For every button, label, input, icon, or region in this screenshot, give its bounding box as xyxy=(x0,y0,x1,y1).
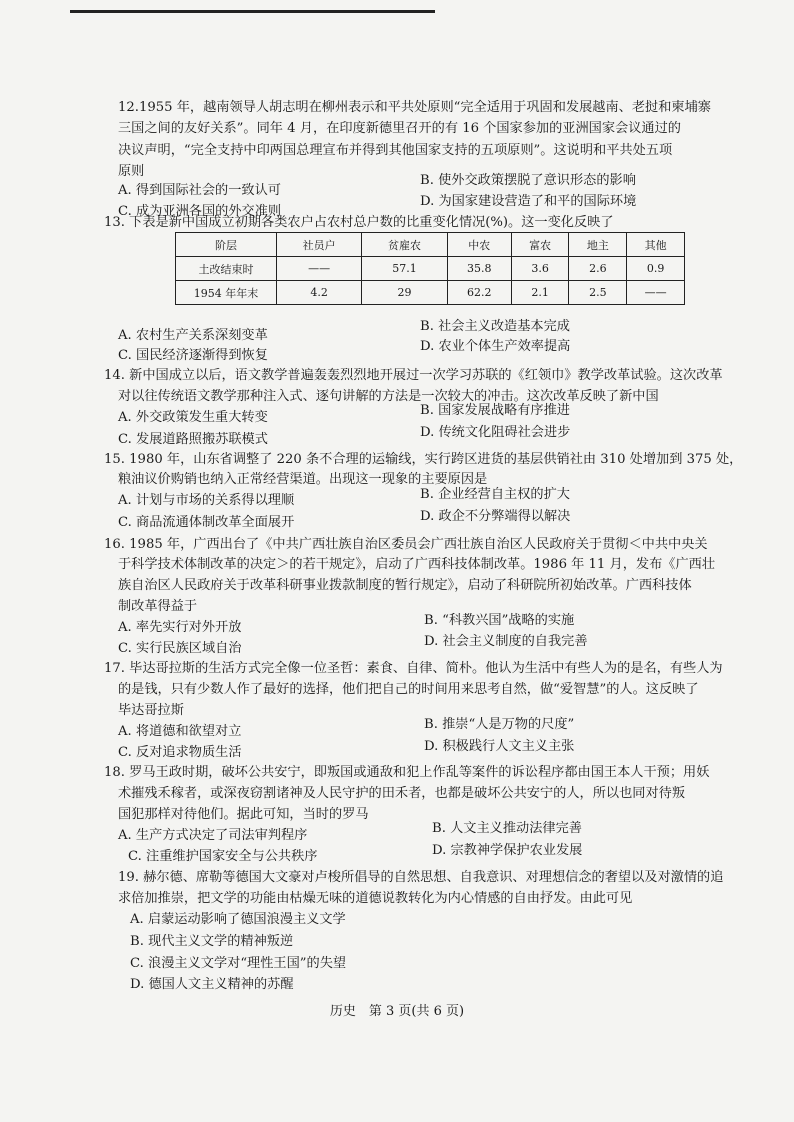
q13-option-c: C. 国民经济逐渐得到恢复 xyxy=(118,348,268,363)
table-cell: 0.9 xyxy=(627,257,685,281)
q16-option-a: A. 率先实行对外开放 xyxy=(118,620,242,635)
q18-line-1: 18. 罗马王政时期，破坏公共安宁，即叛国或通敌和犯上作乱等案件的诉讼程序都由国王本人干预；用妖 xyxy=(104,765,710,780)
table-cell: —— xyxy=(627,281,685,305)
table-row xyxy=(176,281,685,305)
table-cell: 3.6 xyxy=(511,257,569,281)
page-footer: 历史 第 3 页(共 6 页) xyxy=(329,1004,465,1019)
q16-option-b: B. “科教兴国”战略的实施 xyxy=(424,613,575,628)
q19-line-1: 19. 赫尔德、席勒等德国大文豪对卢梭所倡导的自然思想、自我意识、对理想信念的奢望以及对激情的追 xyxy=(118,870,724,885)
q15-line-1: 15. 1980 年，山东省调整了 220 条不合理的运输线，实行跨区进货的基层供销社由 310 处增加到 375 处， xyxy=(104,452,743,467)
q14-option-b: B. 国家发展战略有序推进 xyxy=(420,403,570,418)
table-header-cell: 阶层 xyxy=(176,233,277,257)
q19-line-2: 求倍加推崇，把文学的功能由枯燥无味的道德说教转化为内心情感的自由抒发。由此可见 xyxy=(118,891,633,906)
q15-option-d: D. 政企不分弊端得以解决 xyxy=(420,509,571,524)
table-header-cell: 地主 xyxy=(569,233,627,257)
q17-line-1: 17. 毕达哥拉斯的生活方式完全像一位圣哲：素食、自律、简朴。他认为生活中有些人为的是名，有些人为 xyxy=(104,661,723,676)
q16-line-2: 于科学技术体制改革的决定＞的若干规定》，启动了广西科技体制改革。1986 年 11 月，发布《广西壮 xyxy=(118,557,716,572)
q14-option-c: C. 发展道路照搬苏联模式 xyxy=(118,432,268,447)
table-row xyxy=(176,257,685,281)
q15-option-b: B. 企业经营自主权的扩大 xyxy=(420,487,570,502)
table-cell: 2.5 xyxy=(569,281,627,305)
q16-line-1: 16. 1985 年，广西出台了《中共广西壮族自治区委员会广西壮族自治区人民政府关于贯彻＜中共中央关 xyxy=(104,537,708,552)
q13-stem: 13. 下表是新中国成立初期各类农户占农村总户数的比重变化情况(%)。这一变化反映了 xyxy=(104,215,614,230)
q12-option-b: B. 使外交政策摆脱了意识形态的影响 xyxy=(420,173,636,188)
q12-option-d: D. 为国家建设营造了和平的国际环境 xyxy=(420,194,637,209)
q16-line-4: 制改革得益于 xyxy=(118,599,198,614)
q18-option-a: A. 生产方式决定了司法审判程序 xyxy=(118,828,308,843)
q19-option-a: A. 启蒙运动影响了德国浪漫主义文学 xyxy=(130,912,346,927)
table-cell: 57.1 xyxy=(362,257,447,281)
q12-line-3: 决议声明，“完全支持中印两国总理宣布并得到其他国家支持的五项原则”。这说明和平共处五项 xyxy=(118,143,673,158)
q13-option-b: B. 社会主义改造基本完成 xyxy=(420,319,570,334)
q12-option-a: A. 得到国际社会的一致认可 xyxy=(118,183,281,198)
q14-option-d: D. 传统文化阻碍社会进步 xyxy=(420,425,571,440)
q18-option-d: D. 宗教神学保护农业发展 xyxy=(432,843,583,858)
q17-line-2: 的是钱，只有少数人作了最好的选择，他们把自己的时间用来思考自然，做“爱智慧”的人。这反映了 xyxy=(118,682,699,697)
q12-line-1: 12.1955 年，越南领导人胡志明在柳州表示和平共处原则“完全适用于巩固和发展越南、老挝和柬埔寨 xyxy=(118,100,711,115)
q14-line-1: 14. 新中国成立以后，语文教学普遍轰轰烈烈地开展过一次学习苏联的《红领巾》教学改革试验。这次改革 xyxy=(104,368,723,383)
q16-option-d: D. 社会主义制度的自我完善 xyxy=(424,634,588,649)
table-cell: 土改结束时 xyxy=(176,257,277,281)
table-cell: 29 xyxy=(362,281,447,305)
q17-option-d: D. 积极践行人文主义主张 xyxy=(424,739,575,754)
table-header-cell: 其他 xyxy=(627,233,685,257)
q18-option-b: B. 人文主义推动法律完善 xyxy=(432,821,582,836)
table-cell: —— xyxy=(277,257,362,281)
table-header-cell: 贫雇农 xyxy=(362,233,447,257)
table-cell: 2.6 xyxy=(569,257,627,281)
q13-data-table xyxy=(175,232,685,305)
table-header-cell: 中农 xyxy=(447,233,511,257)
q18-line-3: 国犯那样对待他们。据此可知，当时的罗马 xyxy=(118,807,369,822)
table-header-row xyxy=(176,233,685,257)
table-cell: 2.1 xyxy=(511,281,569,305)
q19-option-c: C. 浪漫主义文学对“理性王国”的失望 xyxy=(130,956,347,971)
table-cell: 35.8 xyxy=(447,257,511,281)
q15-line-2: 粮油议价购销也纳入正常经营渠道。出现这一现象的主要原因是 xyxy=(118,472,488,487)
q15-option-a: A. 计划与市场的关系得以理顺 xyxy=(118,493,295,508)
q18-line-2: 术摧残禾稼者，或深夜窃割诸神及人民守护的田禾者，也都是破坏公共安宁的人，所以也同对待叛 xyxy=(118,786,686,801)
table-header-cell: 社员户 xyxy=(277,233,362,257)
q13-option-d: D. 农业个体生产效率提高 xyxy=(420,339,571,354)
q17-option-a: A. 将道德和欲望对立 xyxy=(118,724,242,739)
q19-option-d: D. 德国人文主义精神的苏醒 xyxy=(130,977,294,992)
q15-option-c: C. 商品流通体制改革全面展开 xyxy=(118,515,295,530)
top-rule xyxy=(70,10,435,13)
q18-option-c: C. 注重维护国家安全与公共秩序 xyxy=(128,849,318,864)
q17-line-3: 毕达哥拉斯 xyxy=(118,703,184,718)
table-cell: 62.2 xyxy=(447,281,511,305)
table-header-cell: 富农 xyxy=(511,233,569,257)
q16-option-c: C. 实行民族区域自治 xyxy=(118,641,242,656)
q14-option-a: A. 外交政策发生重大转变 xyxy=(118,410,268,425)
q13-option-a: A. 农村生产关系深刻变革 xyxy=(118,328,268,343)
q12-line-2: 三国之间的友好关系”。同年 4 月，在印度新德里召开的有 16 个国家参加的亚洲国家会议通过的 xyxy=(118,121,681,136)
q12-option-c: C. 成为亚洲各国的外交准则 xyxy=(118,204,282,219)
table-cell: 4.2 xyxy=(277,281,362,305)
q17-option-b: B. 推崇“人是万物的尺度” xyxy=(424,717,575,732)
q17-option-c: C. 反对追求物质生活 xyxy=(118,745,242,760)
q14-line-2: 对以往传统语文教学那种注入式、逐句讲解的方法是一次较大的冲击。这次改革反映了新中国 xyxy=(118,389,659,404)
q16-line-3: 族自治区人民政府关于改革科研事业拨款制度的暂行规定》，启动了科研院所初始改革。广西科技体 xyxy=(118,578,692,593)
table-cell: 1954 年年末 xyxy=(176,281,277,305)
q19-option-b: B. 现代主义文学的精神叛逆 xyxy=(130,934,294,949)
q12-line-4: 原则 xyxy=(118,164,145,179)
